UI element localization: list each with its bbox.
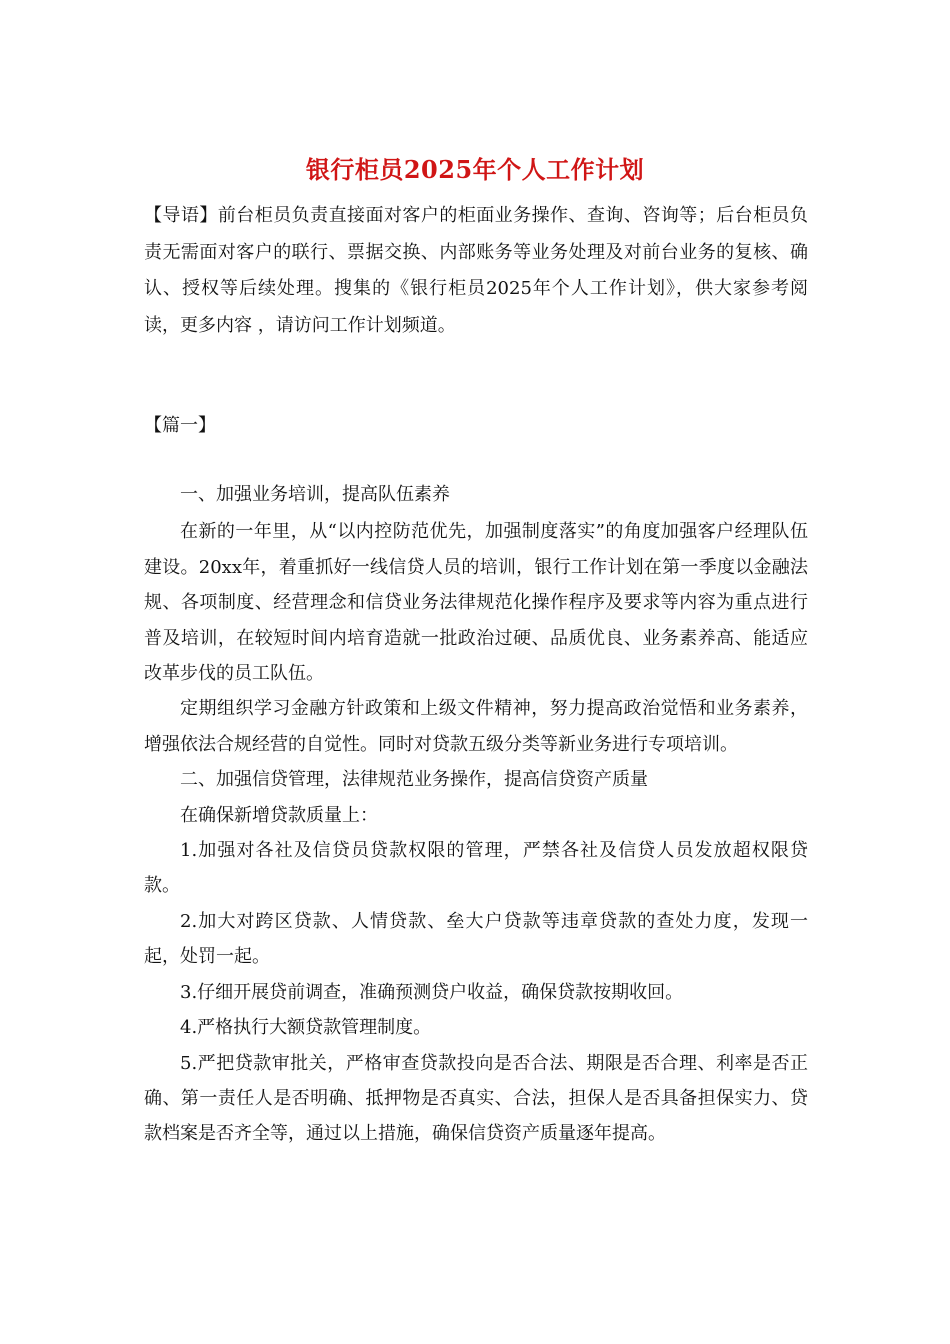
list-item: 3.仔细开展贷前调查，准确预测贷户收益，确保贷款按期收回。 <box>180 981 684 1003</box>
body-paragraph: 在新的一年里，从“以内控防范优先，加强制度落实”的角度加强客户经理队伍建设。20xx年，着重抓好一线信贷人员的培训，银行工作计划在第一季度以金融法规、各项制度、经营理念和信贷业务法律规范化操作程序及要求等内容为重点进行普及培训，在较短时间内培育造就一批政治过硬、品质优良、业务素养高、能适应改革步伐的员工队伍。 <box>144 521 808 685</box>
document-title: 银行柜员2025年个人工作计划 <box>305 155 645 184</box>
list-item: 2.加大对跨区贷款、人情贷款、垒大户贷款等违章贷款的查处力度，发现一起，处罚一起。 <box>144 910 808 968</box>
section-heading-1: 一、加强业务培训，提高队伍素养 <box>180 484 450 505</box>
intro-paragraph: 【导语】前台柜员负责直接面对客户的柜面业务操作、查询、咨询等；后台柜员负责无需面对客户的联行、票据交换、内部账务等业务处理及对前台业务的复核、确认、授权等后续处理。搜集的《银行柜员2025年个人工作计划》，供大家参考阅读，更多内容 ，请访问工作计划频道。 <box>144 205 808 336</box>
section-marker: 【篇一】 <box>144 415 216 436</box>
list-item: 5.严把贷款审批关，严格审查贷款投向是否合法、期限是否合理、利率是否正确、第一责任人是否明确、抵押物是否真实、合法，担保人是否具备担保实力、贷款档案是否齐全等，通过以上措施，确保信贷资产质量逐年提高。 <box>144 1052 808 1145</box>
section-heading-2: 二、加强信贷管理，法律规范业务操作，提高信贷资产质量 <box>180 769 648 791</box>
body-paragraph: 在确保新增贷款质量上： <box>180 804 378 826</box>
document-body <box>144 477 808 1152</box>
list-item: 1.加强对各社及信贷员贷款权限的管理，严禁各社及信贷人员发放超权限贷款。 <box>144 840 808 897</box>
body-paragraph: 定期组织学习金融方针政策和上级文件精神，努力提高政治觉悟和业务素养，增强依法合规经营的自觉性。同时对贷款五级分类等新业务进行专项培训。 <box>144 698 808 755</box>
list-item: 4.严格执行大额贷款管理制度。 <box>180 1017 432 1039</box>
